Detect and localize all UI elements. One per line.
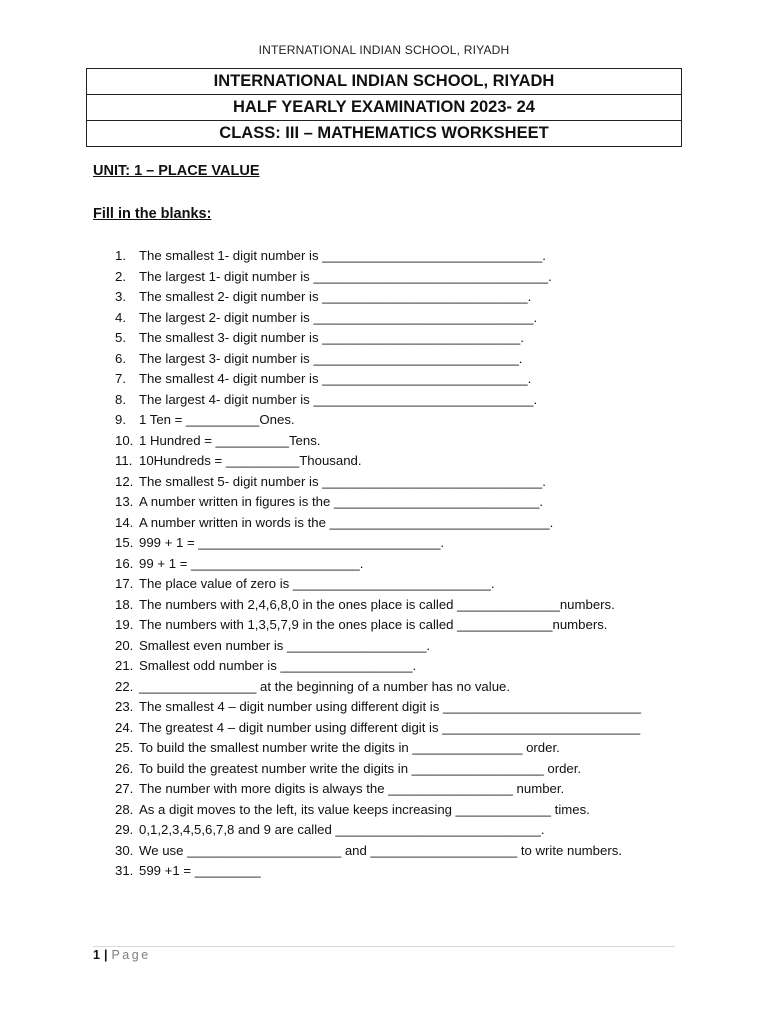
question-number: 4. xyxy=(115,309,126,325)
title-box xyxy=(86,68,682,147)
question-text: 10Hundreds = __________Thousand. xyxy=(139,453,362,468)
running-header: INTERNATIONAL INDIAN SCHOOL, RIYADH xyxy=(258,43,510,57)
question-item xyxy=(0,513,768,534)
question-number: 13. xyxy=(115,494,134,509)
question-item xyxy=(0,738,768,759)
question-item xyxy=(0,574,768,595)
question-item xyxy=(0,861,768,882)
question-number: 20. xyxy=(115,637,134,653)
question-number: 10. xyxy=(115,432,134,448)
question-item xyxy=(0,472,768,493)
question-item xyxy=(0,800,768,821)
question-item xyxy=(0,554,768,575)
question-number: 18. xyxy=(115,596,134,612)
question-item xyxy=(0,820,768,841)
section-heading: Fill in the blanks: xyxy=(93,206,212,222)
question-item xyxy=(0,779,768,800)
question-text: The smallest 4- digit number is ____________________________. xyxy=(139,371,532,386)
question-number: 23. xyxy=(115,699,134,714)
question-number: 14. xyxy=(115,514,134,530)
question-item xyxy=(0,533,768,554)
question-item xyxy=(0,410,768,431)
question-item xyxy=(0,308,768,329)
question-text: The smallest 3- digit number is ___________________________. xyxy=(139,330,524,345)
question-text: The numbers with 2,4,6,8,0 in the ones place is called ______________numbers. xyxy=(139,596,615,612)
question-text: The largest 2- digit number is ______________________________. xyxy=(139,309,538,325)
question-number: 7. xyxy=(115,371,126,386)
question-text: We use _____________________ and ____________________ to write numbers. xyxy=(139,842,622,858)
question-number: 8. xyxy=(115,391,126,407)
footer-separator: | xyxy=(103,948,108,962)
question-item xyxy=(0,656,768,677)
question-item xyxy=(0,636,768,657)
question-text: A number written in words is the ______________________________. xyxy=(139,514,554,530)
question-number: 25. xyxy=(115,740,134,755)
question-item xyxy=(0,841,768,862)
question-text: 0,1,2,3,4,5,6,7,8 and 9 are called ____________________________. xyxy=(139,822,545,837)
question-text: Smallest odd number is __________________. xyxy=(139,658,417,673)
question-text: As a digit moves to the left, its value keeps increasing _____________ times. xyxy=(139,801,590,817)
question-text: 599 +1 = _________ xyxy=(139,863,261,878)
question-item xyxy=(0,349,768,370)
question-text: To build the smallest number write the digits in _______________ order. xyxy=(139,740,560,755)
question-text: 99 + 1 = _______________________. xyxy=(139,555,364,571)
footer-divider xyxy=(93,946,675,947)
question-number: 31. xyxy=(115,863,134,878)
question-text: The smallest 4 – digit number using different digit is ___________________________ xyxy=(139,699,641,714)
question-number: 11. xyxy=(115,453,133,468)
school-name: INTERNATIONAL INDIAN SCHOOL, RIYADH xyxy=(213,72,555,90)
question-item xyxy=(0,328,768,349)
question-item xyxy=(0,697,768,718)
question-item xyxy=(0,369,768,390)
question-number: 15. xyxy=(115,535,134,550)
question-number: 27. xyxy=(115,781,134,796)
question-item xyxy=(0,390,768,411)
question-text: A number written in figures is the ____________________________. xyxy=(139,494,543,509)
question-item xyxy=(0,431,768,452)
question-text: The place value of zero is ___________________________. xyxy=(139,576,495,591)
question-text: The smallest 5- digit number is ______________________________. xyxy=(139,473,546,489)
question-text: The largest 4- digit number is ______________________________. xyxy=(139,391,538,407)
question-number: 30. xyxy=(115,842,134,858)
question-text: The largest 3- digit number is ____________________________. xyxy=(139,350,523,366)
question-item xyxy=(0,677,768,698)
question-text: The smallest 1- digit number is ______________________________. xyxy=(139,248,546,263)
question-number: 6. xyxy=(115,350,126,366)
question-item xyxy=(0,246,768,267)
question-number: 19. xyxy=(115,617,134,632)
question-number: 21. xyxy=(115,658,134,673)
question-number: 5. xyxy=(115,330,126,345)
question-number: 16. xyxy=(115,555,134,571)
question-number: 29. xyxy=(115,822,134,837)
question-item xyxy=(0,718,768,739)
question-number: 12. xyxy=(115,473,134,489)
question-text: 1 Hundred = __________Tens. xyxy=(139,432,321,448)
question-item xyxy=(0,759,768,780)
question-text: The greatest 4 – digit number using different digit is ___________________________ xyxy=(139,719,641,735)
page-label: Page xyxy=(111,948,151,962)
question-number: 2. xyxy=(115,268,126,284)
question-text: To build the greatest number write the digits in __________________ order. xyxy=(139,760,582,776)
question-item xyxy=(0,267,768,288)
question-number: 22. xyxy=(115,678,134,694)
page-number: 1 xyxy=(93,948,100,962)
question-list xyxy=(0,246,768,882)
exam-title: HALF YEARLY EXAMINATION 2023- 24 xyxy=(87,94,681,120)
question-text: The smallest 2- digit number is ____________________________. xyxy=(139,289,532,304)
question-number: 26. xyxy=(115,760,134,776)
question-item xyxy=(0,451,768,472)
page-footer xyxy=(93,948,151,962)
unit-heading: UNIT: 1 – PLACE VALUE xyxy=(93,163,260,179)
question-text: The numbers with 1,3,5,7,9 in the ones place is called _____________numbers. xyxy=(139,617,608,632)
question-text: The largest 1- digit number is ________________________________. xyxy=(139,268,552,284)
question-item xyxy=(0,595,768,616)
question-number: 9. xyxy=(115,412,126,427)
question-text: Smallest even number is ___________________. xyxy=(139,637,431,653)
question-item xyxy=(0,492,768,513)
question-text: The number with more digits is always the _________________ number. xyxy=(139,781,565,796)
question-number: 3. xyxy=(115,289,126,304)
question-number: 17. xyxy=(115,576,134,591)
question-text: ________________ at the beginning of a number has no value. xyxy=(139,678,511,694)
question-number: 1. xyxy=(115,248,126,263)
question-number: 24. xyxy=(115,719,134,735)
question-text: 1 Ten = __________Ones. xyxy=(139,412,295,427)
class-title: CLASS: III – MATHEMATICS WORKSHEET xyxy=(87,120,681,146)
question-item xyxy=(0,615,768,636)
question-text: 999 + 1 = _________________________________. xyxy=(139,535,445,550)
question-number: 28. xyxy=(115,801,134,817)
question-item xyxy=(0,287,768,308)
